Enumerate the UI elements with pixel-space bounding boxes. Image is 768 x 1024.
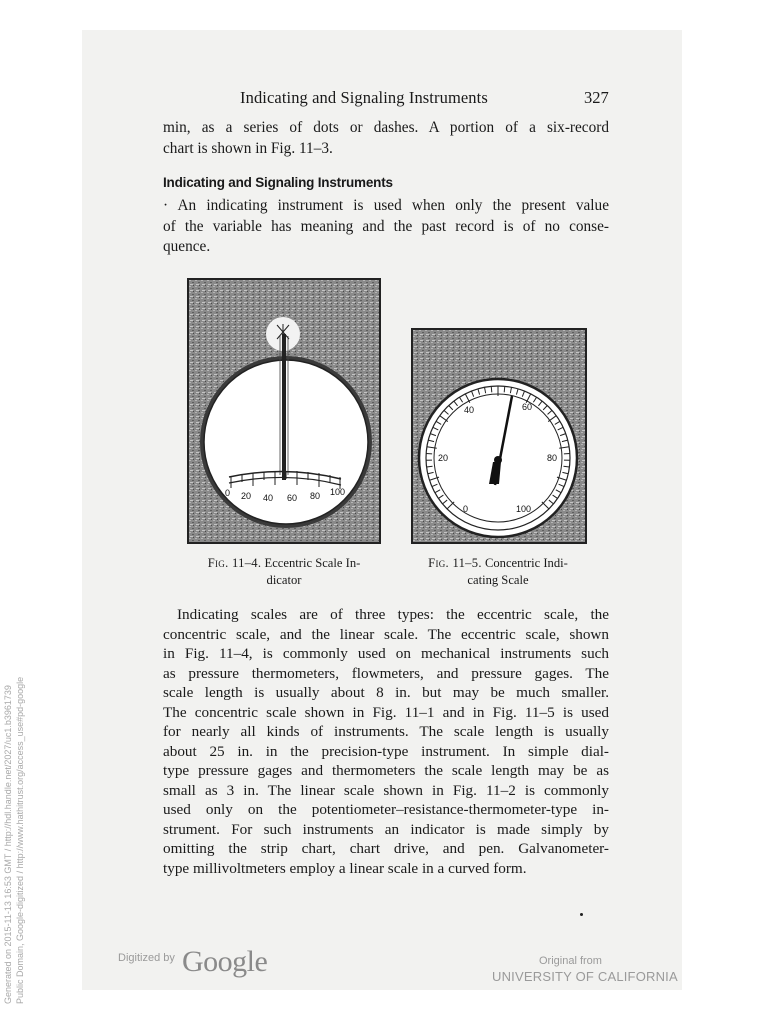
scale-label: 80 (547, 453, 558, 463)
scale-label: 100 (330, 487, 346, 497)
text-line: Indicating scales are of three types: the eccentric scale, the (177, 606, 609, 623)
watermark-line: Generated on 2015-11-13 16:53 GMT / http://hdl.handle.net/2027/uc1.b3961739 (3, 685, 13, 1004)
figure-caption-11-4 (188, 555, 380, 589)
section-heading: Indicating and Signaling Instruments (163, 175, 393, 190)
concentric-scale-illustration (413, 330, 585, 542)
figure-label: Fig. 11–4. (207, 556, 262, 570)
scale-label: 0 (463, 504, 469, 514)
scan-speck (580, 913, 583, 916)
original-from-label: Original from (539, 955, 602, 967)
scale-label: 20 (241, 491, 252, 501)
scale-label: 20 (438, 453, 449, 463)
google-logo: Google (182, 945, 268, 978)
text-line: used only on the potentiometer–resistance-thermometer-type in- (163, 801, 609, 818)
text-line: in Fig. 11–4, is commonly used on mechanical instruments such (163, 645, 609, 662)
text-line: type pressure gages and thermometers the scale length may be as (163, 762, 609, 779)
dial-tick (491, 386, 492, 392)
caption-text: dicator (266, 573, 302, 587)
caption-text: cating Scale (467, 573, 529, 587)
scale-label: 40 (263, 493, 274, 503)
text-line: as pressure thermometers, flowmeters, and pressure gages. The (163, 664, 609, 682)
text-line: type millivoltmeters employ a linear scale in a curved form. (163, 859, 527, 877)
caption-text: Concentric Indi- (484, 556, 568, 570)
scale-label: 40 (464, 405, 475, 415)
text-line: · An indicating instrument is used when only the present value (163, 197, 609, 214)
watermark-line: Public Domain, Google-digitized / http://www.hathitrust.org/access_use#pd-google (15, 676, 25, 1004)
scale-label: 60 (522, 402, 533, 412)
dial-tick (504, 386, 505, 392)
text-line: min, as a series of dots or dashes. A portion of a six-record (163, 119, 609, 136)
section-paragraph (163, 196, 609, 258)
figure-caption-11-5 (408, 555, 588, 589)
text-line: of the variable has meaning and the past record is of no conse- (163, 217, 609, 235)
page-number: 327 (584, 88, 609, 107)
figure-label: Fig. 11–5. (428, 556, 482, 570)
text-line: strument. For such instruments an indicator is made simply by (163, 820, 609, 838)
institution-name: UNIVERSITY OF CALIFORNIA (492, 969, 678, 984)
text-line: small as 3 in. The linear scale shown in Fig. 11–2 is commonly (163, 781, 609, 799)
digitized-by-label: Digitized by (118, 952, 175, 964)
text-line: for nearly all kinds of instruments. The scale length is usually (163, 723, 609, 740)
scale-label: 80 (310, 491, 321, 501)
scale-label: 60 (287, 493, 298, 503)
text-line: omitting the strip chart, chart drive, and pen. Galvanometer- (163, 840, 609, 857)
intro-paragraph (163, 118, 609, 159)
figure-concentric-scale (411, 328, 587, 544)
text-line: The concentric scale shown in Fig. 11–1 and in Fig. 11–5 is used (163, 703, 609, 721)
text-line: concentric scale, and the linear scale. The eccentric scale, shown (163, 625, 609, 643)
hathitrust-watermark (2, 677, 26, 1004)
text-line: quence. (163, 238, 211, 256)
running-head: Indicating and Signaling Instruments (240, 88, 488, 107)
text-line: chart is shown in Fig. 11–3. (163, 139, 333, 157)
caption-text: Eccentric Scale In- (264, 556, 361, 570)
scale-label: 100 (516, 504, 532, 514)
scale-label: 0 (225, 488, 231, 498)
figure-eccentric-scale (187, 278, 381, 544)
text-line: scale length is usually about 8 in. but may be much smaller. (163, 684, 609, 701)
eccentric-scale-illustration (189, 280, 379, 542)
text-line: about 25 in. in the precision-type instrument. In simple dial- (163, 742, 609, 760)
body-paragraph (163, 605, 609, 878)
